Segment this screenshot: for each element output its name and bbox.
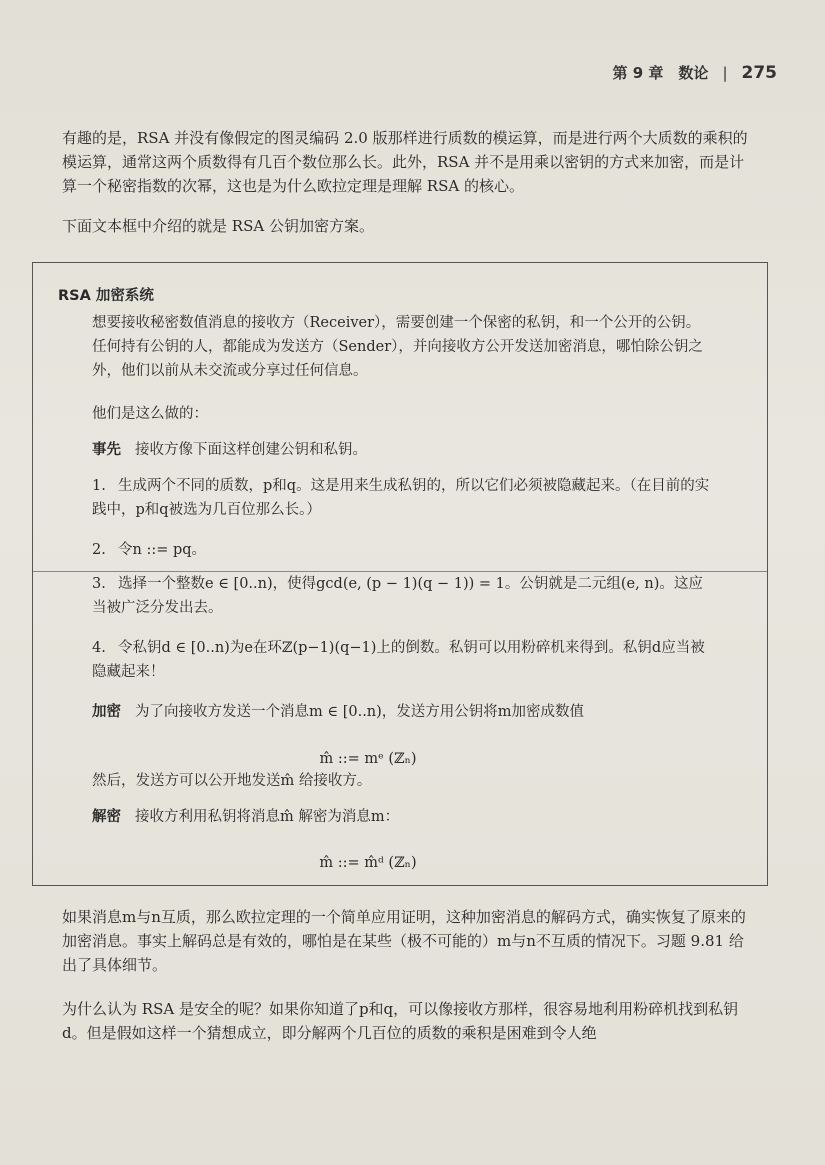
encryption-formula: m̂ ::= mᵉ (ℤₙ) bbox=[319, 750, 417, 767]
running-header bbox=[613, 62, 777, 83]
encryption-label: 加密 bbox=[92, 704, 121, 720]
paragraph-security: 为什么认为 RSA 是安全的呢？如果你知道了p和q，可以像接收方那样，很容易地利用粉碎机找到私钥d。但是假如这样一个猜想成立，即分解两个几百位的质数的乘积是困难到令人绝 bbox=[62, 1000, 739, 1042]
list-item bbox=[92, 636, 712, 684]
decryption-formula: m̂ ::= m̂ᵈ (ℤₙ) bbox=[319, 854, 417, 871]
list-item-number: 1. bbox=[92, 478, 106, 494]
list-item-number: 2. bbox=[92, 542, 106, 558]
box-encryption bbox=[92, 700, 584, 724]
decryption-text: 接收方利用私钥将消息m̂ 解密为消息m： bbox=[135, 809, 400, 825]
list-item-text: 生成两个不同的质数，p和q。这是用来生成私钥的，所以它们必须被隐藏起来。（在目前的实践中，p和q被选为几百位那么长。） bbox=[92, 478, 710, 518]
list-item bbox=[92, 538, 712, 562]
box-decryption bbox=[92, 805, 399, 829]
list-item-text: 选择一个整数e ∈ [0..n)，使得gcd(e, (p − 1)(q − 1)) = 1。公钥就是二元组(e, n)。这应当被广泛分发出去。 bbox=[92, 576, 703, 616]
preparation-label: 事先 bbox=[92, 442, 121, 458]
list-item-number: 3. bbox=[92, 576, 106, 592]
chapter-title: 第 9 章 数论 bbox=[612, 64, 709, 82]
list-item bbox=[92, 572, 712, 620]
list-item bbox=[92, 474, 712, 522]
box-preparation bbox=[92, 438, 367, 462]
preparation-text: 接收方像下面这样创建公钥和私钥。 bbox=[135, 442, 367, 458]
box-title: RSA 加密系统 bbox=[58, 288, 154, 304]
box-then: 然后，发送方可以公开地发送m̂ 给接收方。 bbox=[92, 773, 372, 789]
paragraph-decoding-proof: 如果消息m与n互质，那么欧拉定理的一个简单应用证明，这种加密消息的解码方式，确实恢复了原来的加密消息。事实上解码总是有效的，哪怕是在某些（极不可能的）m与n不互质的情况下。习题 9.81 给出了具体细节。 bbox=[62, 908, 746, 974]
box-they-do: 他们是这么做的： bbox=[92, 406, 208, 422]
list-item-text: 令n ::= pq。 bbox=[118, 542, 207, 558]
page-number: 275 bbox=[741, 63, 777, 83]
paragraph-rsa-intro: 有趣的是，RSA 并没有像假定的图灵编码 2.0 版那样进行质数的模运算，而是进行两个大质数的乘积的模运算，通常这两个质数得有几百个数位那么长。此外，RSA 并不是用乘以密钥的方式来加密，而是计算一个秘密指数的次幂，这也是为什么欧拉定理是理解 RSA 的核心。 bbox=[62, 129, 748, 195]
header-separator: | bbox=[722, 64, 728, 82]
decryption-label: 解密 bbox=[92, 809, 121, 825]
paragraph-box-lead: 下面文本框中介绍的就是 RSA 公钥加密方案。 bbox=[62, 217, 374, 235]
list-item-number: 4. bbox=[92, 640, 106, 656]
encryption-text: 为了向接收方发送一个消息m ∈ [0..n)，发送方用公钥将m加密成数值 bbox=[135, 704, 585, 720]
box-intro: 想要接收秘密数值消息的接收方（Receiver），需要创建一个保密的私钥，和一个公开的公钥。任何持有公钥的人，都能成为发送方（Sender），并向接收方公开发送加密消息，哪怕除公钥之外，他们以前从未交流或分享过任何信息。 bbox=[92, 315, 703, 379]
list-item-text: 令私钥d ∈ [0..n)为e在环ℤ(p−1)(q−1)上的倒数。私钥可以用粉碎机来得到。私钥d应当被隐藏起来！ bbox=[92, 640, 705, 680]
